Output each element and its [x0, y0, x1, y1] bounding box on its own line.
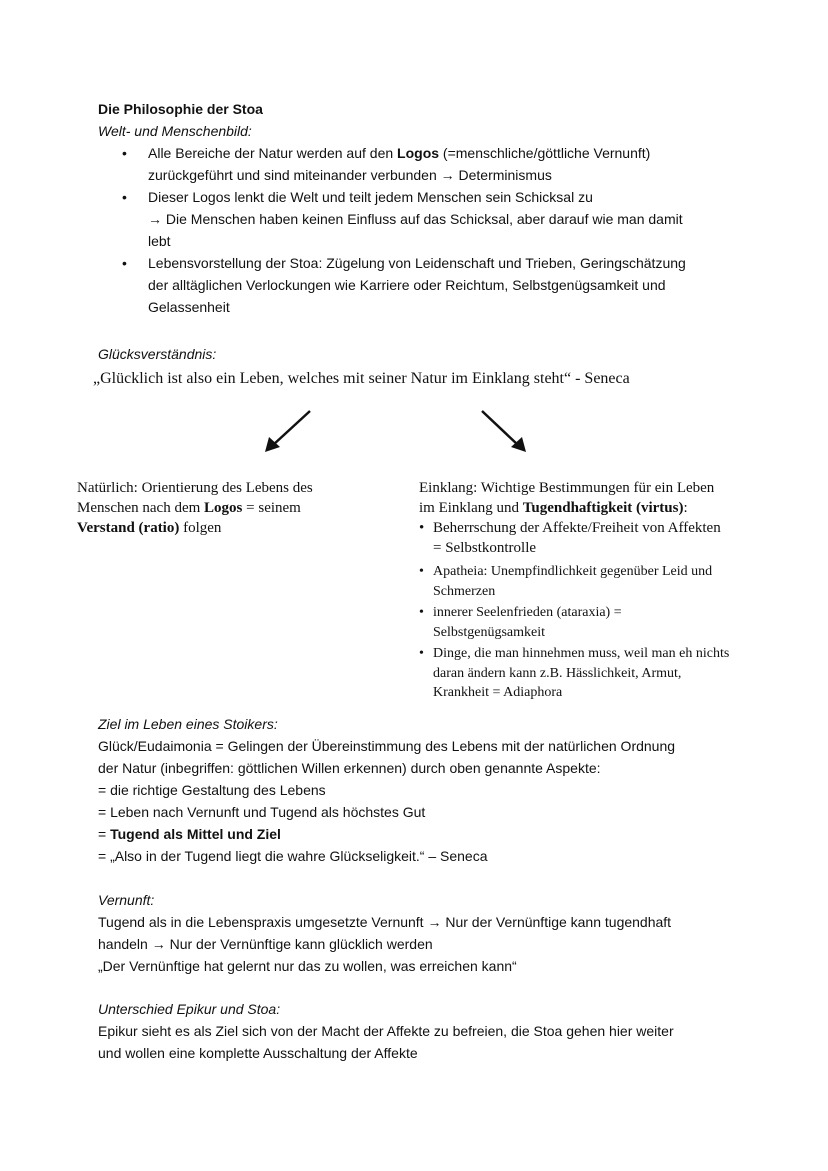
right-item4-line3: Krankheit = Adiaphora [433, 685, 563, 700]
list-item [419, 562, 799, 601]
bullet-icon: • [122, 145, 127, 161]
right-line2-text: im Einklang und [419, 500, 523, 516]
bullet-icon: • [122, 255, 127, 271]
left-line1: Natürlich: Orientierung des Lebens des [77, 480, 313, 496]
ziel-heading: Ziel im Leben eines Stoikers: [98, 716, 278, 732]
ziel-line6: = „Also in der Tugend liegt die wahre Glückseligkeit.“ – Seneca [98, 848, 488, 864]
right-item1-line2: = Selbstkontrolle [433, 540, 537, 556]
arrow-down-right-icon [470, 405, 540, 455]
right-item4-line2: daran ändern kann z.B. Hässlichkeit, Armut, [433, 665, 682, 681]
list-item [419, 518, 799, 558]
ziel-line5 [98, 823, 798, 845]
right-item3-line1: innerer Seelenfrieden (ataraxia) = [433, 605, 622, 620]
vernunft-heading: Vernunft: [98, 892, 155, 908]
right-line1: Einklang: Wichtige Bestimmungen für ein Leben [419, 480, 715, 496]
welt-b2-line2: → Die Menschen haben keinen Einfluss auf das Schicksal, aber darauf wie man damit [148, 211, 683, 227]
tugend-mittel-bold: Tugend als Mittel und Ziel [110, 826, 281, 842]
right-item2-line2: Schmerzen [433, 583, 496, 599]
section-unterschied [98, 998, 798, 1064]
left-line2-end: = seinem [242, 500, 301, 516]
section-vernunft [98, 889, 798, 977]
right-item1-line1: Beherrschung der Affekte/Freiheit von Affekten [433, 520, 721, 536]
list-item [419, 603, 799, 642]
tugendhaftigkeit-bold: Tugendhaftigkeit (virtus) [522, 500, 684, 516]
list-item [419, 644, 799, 703]
verstand-bold: Verstand (ratio) [77, 520, 180, 536]
right-box-einklang [419, 478, 799, 705]
welt-b2-line1: Dieser Logos lenkt die Welt und teilt jedem Menschen sein Schicksal zu [148, 189, 593, 205]
seneca-quote: „Glücklich ist also ein Leben, welches mit seiner Natur im Einklang steht“ - Seneca [93, 370, 630, 387]
welt-b3-line2: der alltäglichen Verlockungen wie Karriere oder Reichtum, Selbstgenügsamkeit und [148, 277, 666, 293]
unterschied-line1: Epikur sieht es als Ziel sich von der Macht der Affekte zu befreien, die Stoa gehen hier weiter [98, 1023, 674, 1039]
arrow-down-left-icon [255, 405, 325, 455]
welt-b1-text: Alle Bereiche der Natur werden auf den [148, 145, 398, 161]
right-bullet-list [419, 518, 799, 703]
ziel-line5-pre: = [98, 826, 111, 842]
left-line2-text: Menschen nach dem [77, 500, 205, 516]
bullet-icon: • [419, 564, 424, 579]
right-item2-line1: Apatheia: Unempfindlichkeit gegenüber Leid und [433, 564, 713, 579]
section-ziel [98, 713, 798, 867]
ziel-line2: der Natur (inbegriffen: göttlichen Willen erkennen) durch oben genannte Aspekte: [98, 760, 601, 776]
right-item4-line1: Dinge, die man hinnehmen muss, weil man eh nichts [433, 646, 730, 661]
ziel-line3: = die richtige Gestaltung des Lebens [98, 782, 326, 798]
left-line3 [77, 518, 377, 538]
right-line2 [419, 498, 799, 518]
welt-b1-line1 [148, 142, 778, 164]
list-item [98, 186, 778, 252]
unterschied-heading: Unterschied Epikur und Stoa: [98, 1001, 281, 1017]
list-item [98, 142, 778, 186]
ziel-line1: Glück/Eudaimonia = Gelingen der Übereinstimmung des Lebens mit der natürlichen Ordnung [98, 738, 676, 754]
welt-b3-line3: Gelassenheit [148, 299, 230, 315]
welt-b1-line2: zurückgeführt und sind miteinander verbunden → Determinismus [148, 167, 552, 183]
right-line2-end: : [683, 500, 688, 516]
vernunft-line2: handeln → Nur der Vernünftige kann glücklich werden [98, 936, 433, 952]
ziel-line4: = Leben nach Vernunft und Tugend als höchstes Gut [98, 804, 426, 820]
right-item3-line2: Selbstgenügsamkeit [433, 624, 545, 640]
left-line2 [77, 498, 377, 518]
welt-bullet-list [98, 142, 778, 318]
left-line3-end: folgen [179, 520, 222, 536]
bullet-icon: • [419, 605, 424, 620]
glueck-heading: Glücksverständnis: [98, 346, 217, 362]
welt-b3-line1: Lebensvorstellung der Stoa: Zügelung von Leidenschaft und Trieben, Geringschätzung [148, 255, 686, 271]
left-box-natuerlich [77, 478, 377, 538]
welt-b2-line3: lebt [148, 233, 171, 249]
vernunft-line1: Tugend als in die Lebenspraxis umgesetzte Vernunft → Nur der Vernünftige kann tugendhaft [98, 914, 672, 930]
bullet-icon: • [122, 189, 127, 205]
logos-term-bold: Logos [397, 145, 440, 161]
list-item [98, 252, 778, 318]
logos-bold: Logos [204, 500, 243, 516]
bullet-icon: • [419, 646, 424, 661]
vernunft-line3: „Der Vernünftige hat gelernt nur das zu wollen, was erreichen kann“ [98, 958, 517, 974]
page-title: Die Philosophie der Stoa [98, 101, 263, 117]
welt-b1-text: (=menschliche/göttliche Vernunft) [439, 145, 651, 161]
section-welt [98, 98, 778, 318]
bullet-icon: • [419, 520, 425, 536]
unterschied-line2: und wollen eine komplette Ausschaltung der Affekte [98, 1045, 418, 1061]
welt-heading: Welt- und Menschenbild: [98, 123, 252, 139]
